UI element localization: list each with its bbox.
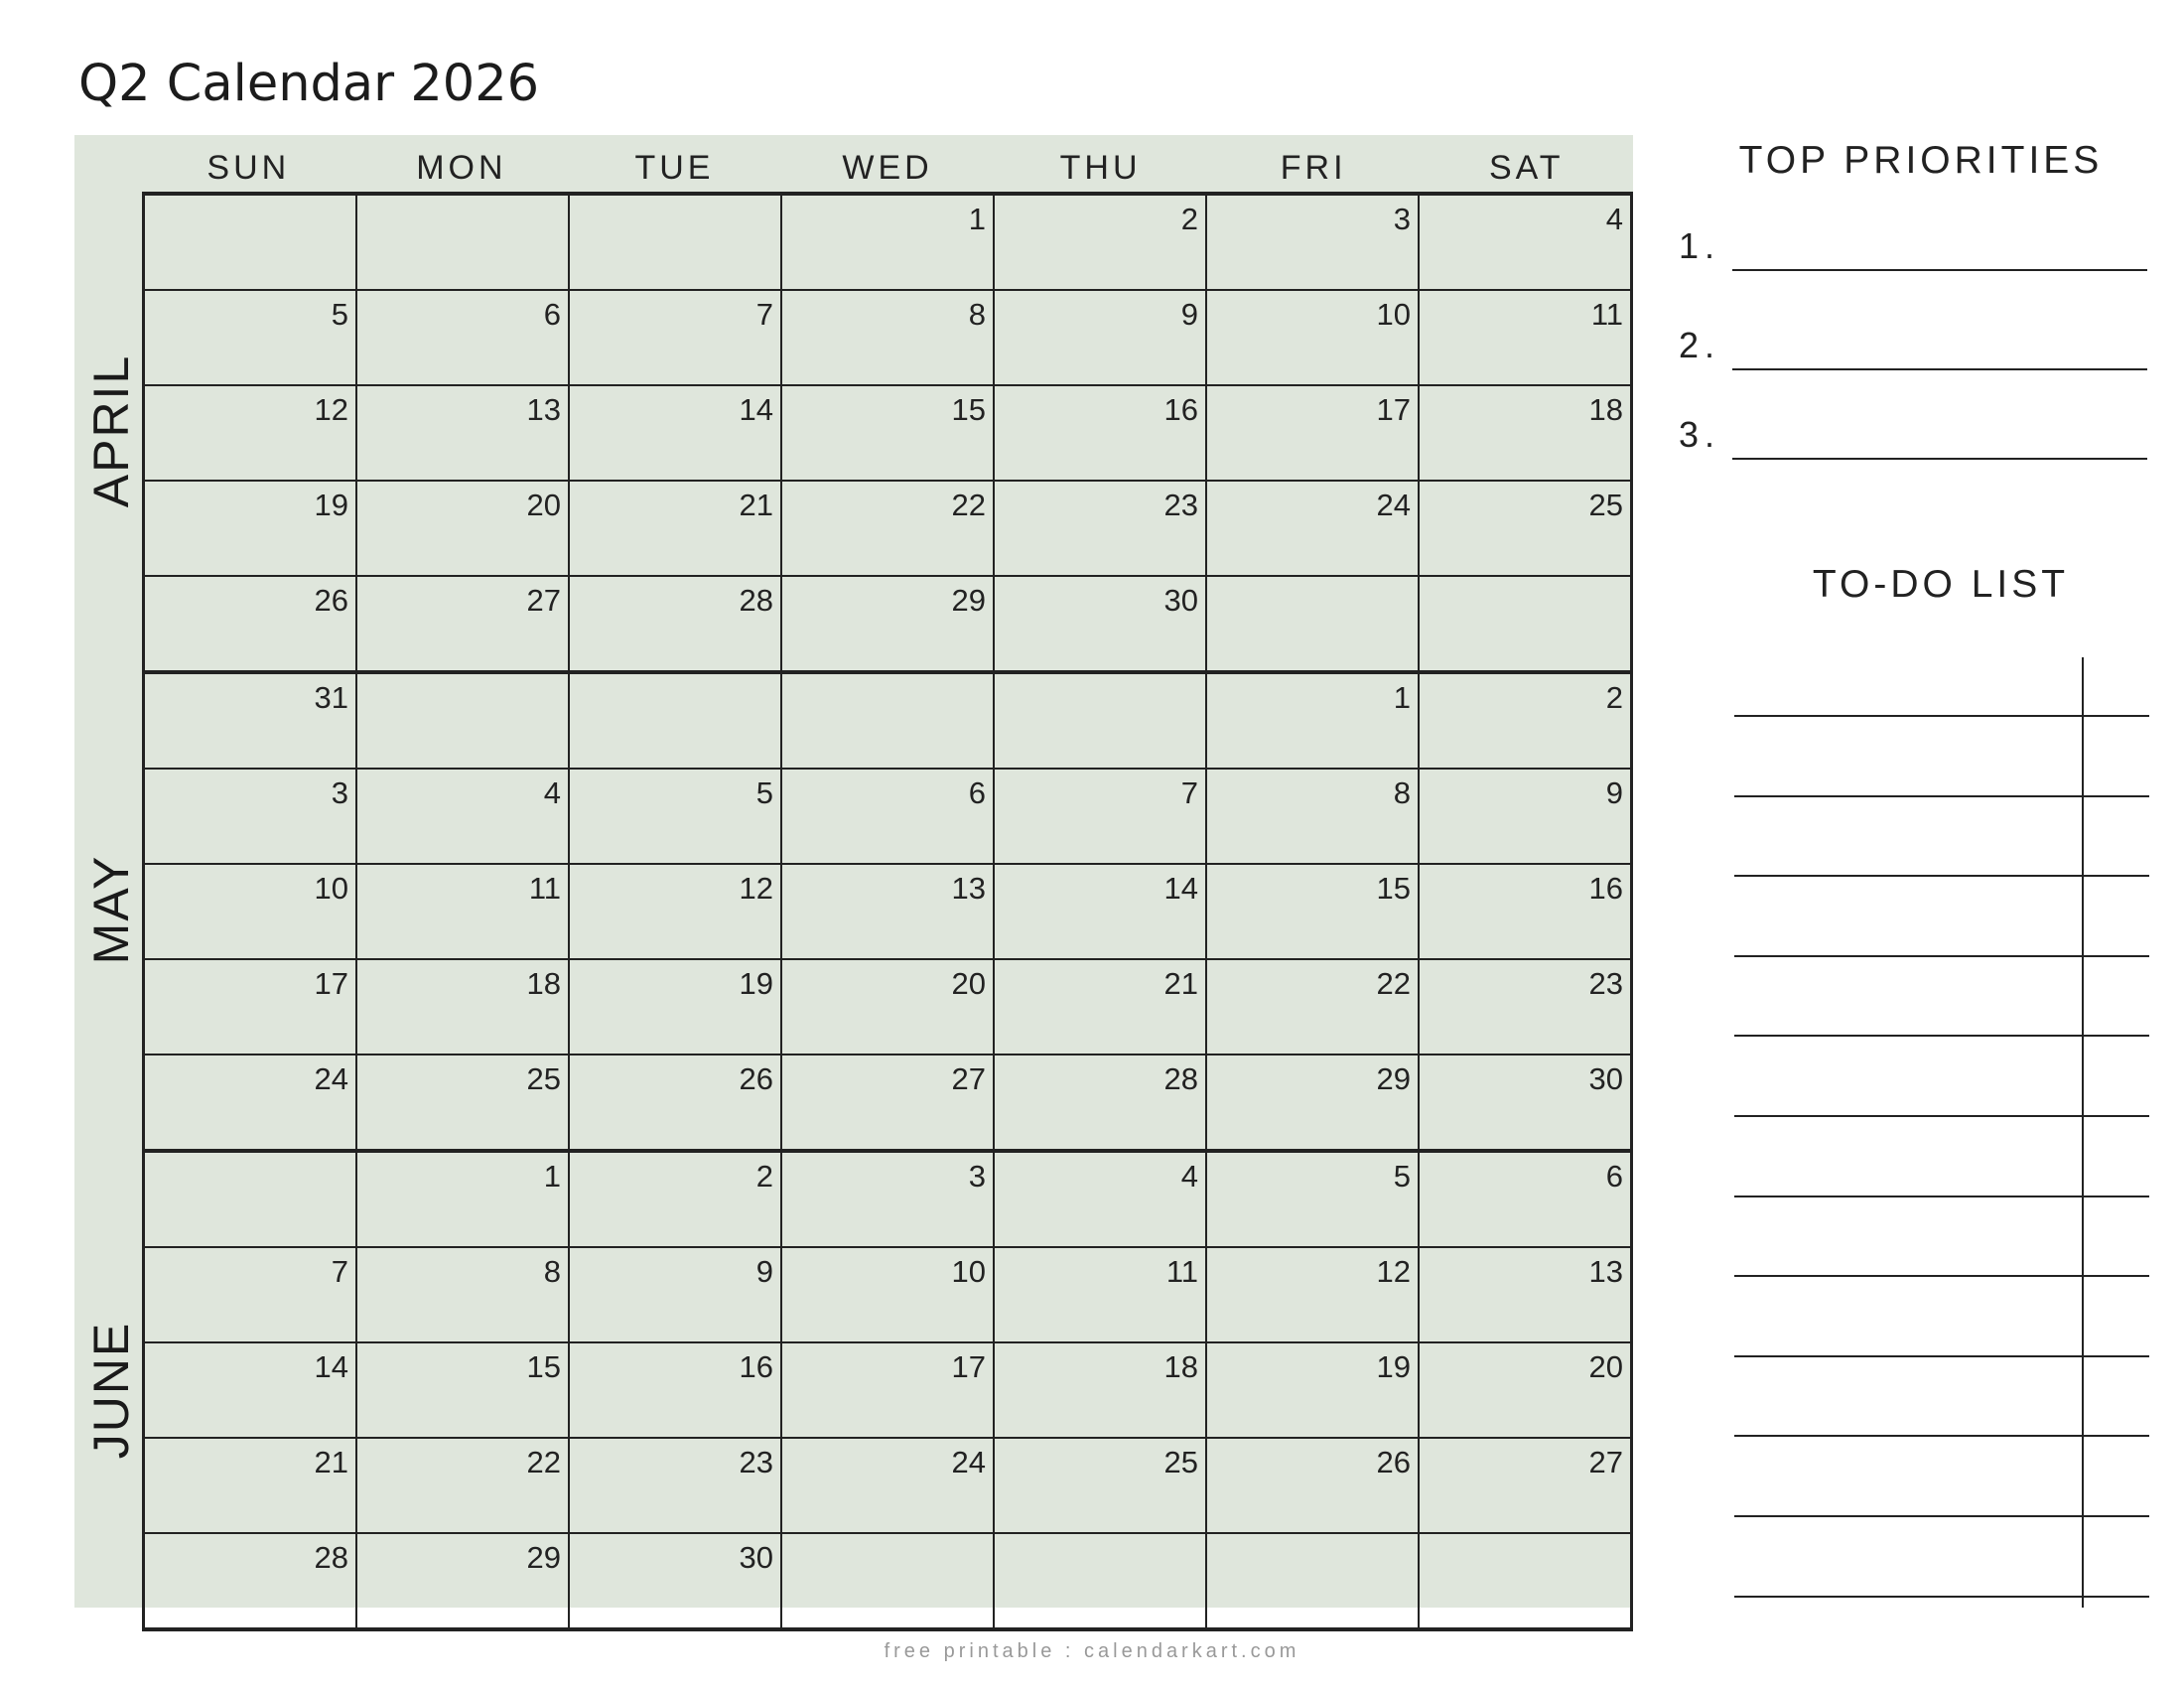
day-cell[interactable] — [993, 1248, 1205, 1341]
day-number: 8 — [1393, 775, 1411, 810]
day-number: 18 — [1588, 392, 1623, 427]
day-cell[interactable] — [355, 577, 568, 670]
todo-line[interactable] — [1734, 1596, 2149, 1598]
day-cell[interactable] — [1418, 674, 1630, 768]
day-cell[interactable] — [780, 1439, 993, 1532]
week-row — [145, 196, 1630, 289]
day-number: 8 — [968, 297, 986, 332]
day-number: 2 — [1180, 202, 1198, 236]
day-cell[interactable] — [1205, 1248, 1418, 1341]
day-number: 6 — [1605, 1159, 1623, 1194]
day-number: 11 — [1165, 1254, 1198, 1289]
week-row — [145, 1437, 1630, 1532]
day-number: 26 — [314, 583, 348, 618]
week-row — [145, 289, 1630, 384]
day-cell[interactable] — [568, 960, 780, 1054]
day-cell[interactable] — [568, 291, 780, 384]
priority-number: 2. — [1679, 325, 1721, 365]
weekday-header: WED — [842, 149, 933, 187]
day-cell[interactable] — [145, 1439, 355, 1532]
day-cell[interactable] — [145, 770, 355, 863]
month-block — [142, 1149, 1633, 1631]
day-number: 27 — [526, 583, 561, 618]
day-cell[interactable] — [145, 1343, 355, 1437]
day-cell[interactable] — [145, 865, 355, 958]
day-number: 28 — [1163, 1061, 1198, 1096]
day-number: 16 — [739, 1349, 773, 1384]
month-label: JUNE — [83, 1321, 139, 1460]
day-number: 17 — [1376, 392, 1411, 427]
calendar-months — [142, 192, 1633, 1631]
weekday-header-row — [142, 135, 1633, 192]
week-row — [145, 575, 1630, 670]
day-number: 17 — [314, 966, 348, 1001]
day-number: 29 — [526, 1540, 561, 1575]
day-number: 29 — [1376, 1061, 1411, 1096]
day-number: 12 — [1376, 1254, 1411, 1289]
priority-number: 3. — [1679, 414, 1721, 455]
day-number: 22 — [1376, 966, 1411, 1001]
day-cell[interactable] — [568, 1248, 780, 1341]
day-number: 19 — [314, 488, 348, 522]
day-cell[interactable] — [780, 1153, 993, 1246]
weekday-header: SAT — [1488, 149, 1565, 187]
day-number: 22 — [526, 1445, 561, 1479]
day-cell[interactable] — [145, 291, 355, 384]
day-cell[interactable] — [1205, 386, 1418, 480]
day-cell[interactable] — [780, 577, 993, 670]
day-number: 13 — [526, 392, 561, 427]
day-cell[interactable] — [1205, 674, 1418, 768]
day-cell[interactable] — [1205, 577, 1418, 670]
weekday-header: MON — [416, 149, 507, 187]
day-cell[interactable] — [993, 482, 1205, 575]
day-cell[interactable] — [568, 1534, 780, 1627]
day-number: 3 — [1393, 202, 1411, 236]
day-cell[interactable] — [1418, 1439, 1630, 1532]
day-number: 25 — [1588, 488, 1623, 522]
month-label: MAY — [83, 854, 139, 965]
day-number: 16 — [1588, 871, 1623, 906]
day-cell[interactable] — [1205, 196, 1418, 289]
day-number: 18 — [1163, 1349, 1198, 1384]
day-cell[interactable] — [780, 674, 993, 768]
day-cell[interactable] — [355, 1055, 568, 1149]
day-number: 3 — [968, 1159, 986, 1194]
day-number: 1 — [1393, 680, 1411, 715]
day-number: 14 — [1163, 871, 1198, 906]
day-cell[interactable] — [993, 291, 1205, 384]
week-row — [145, 1054, 1630, 1149]
day-number: 24 — [951, 1445, 986, 1479]
day-cell[interactable] — [355, 1153, 568, 1246]
todo-checkbox-divider — [2082, 657, 2084, 1608]
day-cell[interactable] — [1418, 386, 1630, 480]
day-cell[interactable] — [1205, 960, 1418, 1054]
day-cell[interactable] — [355, 770, 568, 863]
day-cell[interactable] — [780, 1248, 993, 1341]
day-number: 31 — [314, 680, 348, 715]
priority-number: 1. — [1679, 225, 1721, 266]
day-number: 15 — [951, 392, 986, 427]
day-number: 11 — [1590, 297, 1623, 332]
day-cell[interactable] — [780, 1055, 993, 1149]
weekday-header: TUE — [634, 149, 715, 187]
weekday-header: FRI — [1280, 149, 1347, 187]
day-cell[interactable] — [355, 1343, 568, 1437]
day-cell[interactable] — [993, 865, 1205, 958]
day-cell[interactable] — [1418, 1343, 1630, 1437]
week-row — [145, 958, 1630, 1054]
day-number: 5 — [1393, 1159, 1411, 1194]
day-cell[interactable] — [568, 1153, 780, 1246]
day-cell[interactable] — [568, 386, 780, 480]
week-row — [145, 480, 1630, 575]
day-number: 7 — [331, 1254, 348, 1289]
todo-line[interactable] — [1734, 1515, 2149, 1517]
day-number: 20 — [951, 966, 986, 1001]
month-block — [142, 192, 1633, 670]
footer-credit: free printable : calendarkart.com — [884, 1640, 1300, 1662]
day-number: 30 — [1588, 1061, 1623, 1096]
day-number: 8 — [543, 1254, 561, 1289]
priority-line — [1732, 458, 2147, 460]
day-cell[interactable] — [568, 674, 780, 768]
todo-line[interactable] — [1734, 1355, 2149, 1357]
day-number: 9 — [1605, 775, 1623, 810]
calendar-grid — [142, 135, 1633, 1631]
day-number: 30 — [739, 1540, 773, 1575]
day-number: 16 — [1163, 392, 1198, 427]
todo-line[interactable] — [1734, 1115, 2149, 1117]
todo-line[interactable] — [1734, 1035, 2149, 1037]
day-cell[interactable] — [993, 1439, 1205, 1532]
week-row — [145, 1532, 1630, 1627]
day-cell[interactable] — [568, 770, 780, 863]
day-number: 10 — [1376, 297, 1411, 332]
day-number: 28 — [739, 583, 773, 618]
day-number: 5 — [755, 775, 773, 810]
day-cell[interactable] — [780, 196, 993, 289]
day-cell[interactable] — [568, 1439, 780, 1532]
day-cell[interactable] — [568, 865, 780, 958]
day-cell[interactable] — [1418, 577, 1630, 670]
day-cell[interactable] — [1418, 1534, 1630, 1627]
day-number: 15 — [1376, 871, 1411, 906]
day-cell[interactable] — [355, 1439, 568, 1532]
day-cell[interactable] — [780, 960, 993, 1054]
day-number: 24 — [1376, 488, 1411, 522]
day-cell[interactable] — [145, 1153, 355, 1246]
day-cell[interactable] — [355, 386, 568, 480]
day-number: 26 — [739, 1061, 773, 1096]
priority-line — [1732, 269, 2147, 271]
day-number: 7 — [1180, 775, 1198, 810]
day-number: 24 — [314, 1061, 348, 1096]
day-number: 21 — [739, 488, 773, 522]
todo-line[interactable] — [1734, 715, 2149, 717]
day-cell[interactable] — [993, 577, 1205, 670]
day-number: 15 — [526, 1349, 561, 1384]
day-number: 9 — [755, 1254, 773, 1289]
todo-line[interactable] — [1734, 1435, 2149, 1437]
week-row — [145, 384, 1630, 480]
day-cell[interactable] — [1418, 865, 1630, 958]
day-number: 2 — [755, 1159, 773, 1194]
day-number: 10 — [314, 871, 348, 906]
todo-line[interactable] — [1734, 955, 2149, 957]
day-cell[interactable] — [145, 386, 355, 480]
week-row — [145, 1246, 1630, 1341]
day-cell[interactable] — [1205, 1439, 1418, 1532]
day-number: 1 — [543, 1159, 561, 1194]
day-cell[interactable] — [145, 196, 355, 289]
priorities-title: TOP PRIORITIES — [1738, 139, 2104, 182]
day-cell[interactable] — [568, 1055, 780, 1149]
priority-line — [1732, 368, 2147, 370]
day-cell[interactable] — [355, 960, 568, 1054]
weekday-header: SUN — [206, 149, 291, 187]
todo-line[interactable] — [1734, 795, 2149, 797]
day-cell[interactable] — [145, 960, 355, 1054]
day-cell[interactable] — [1418, 770, 1630, 863]
week-row — [145, 674, 1630, 768]
day-number: 5 — [331, 297, 348, 332]
day-cell[interactable] — [1418, 291, 1630, 384]
day-cell[interactable] — [355, 865, 568, 958]
day-cell[interactable] — [993, 960, 1205, 1054]
day-number: 25 — [526, 1061, 561, 1096]
day-number: 1 — [968, 202, 986, 236]
day-number: 9 — [1180, 297, 1198, 332]
day-cell[interactable] — [993, 674, 1205, 768]
day-number: 20 — [526, 488, 561, 522]
day-number: 2 — [1605, 680, 1623, 715]
todo-title: TO-DO LIST — [1812, 563, 2070, 606]
todo-line[interactable] — [1734, 875, 2149, 877]
day-number: 13 — [1588, 1254, 1623, 1289]
day-number: 4 — [1180, 1159, 1198, 1194]
day-number: 4 — [543, 775, 561, 810]
week-row — [145, 863, 1630, 958]
day-number: 23 — [1163, 488, 1198, 522]
month-block — [142, 670, 1633, 1149]
day-number: 27 — [1588, 1445, 1623, 1479]
day-cell[interactable] — [568, 1343, 780, 1437]
day-cell[interactable] — [993, 1055, 1205, 1149]
priority-item-1[interactable] — [1679, 221, 2147, 271]
day-number: 10 — [951, 1254, 986, 1289]
day-cell[interactable] — [145, 1248, 355, 1341]
day-cell[interactable] — [780, 770, 993, 863]
day-number: 17 — [951, 1349, 986, 1384]
week-row — [145, 768, 1630, 863]
day-number: 19 — [739, 966, 773, 1001]
day-number: 21 — [1163, 966, 1198, 1001]
day-number: 21 — [314, 1445, 348, 1479]
day-cell[interactable] — [1205, 865, 1418, 958]
day-cell[interactable] — [1205, 770, 1418, 863]
day-cell[interactable] — [780, 1343, 993, 1437]
day-number: 30 — [1163, 583, 1198, 618]
week-row — [145, 1341, 1630, 1437]
day-cell[interactable] — [355, 1248, 568, 1341]
day-number: 23 — [1588, 966, 1623, 1001]
day-cell[interactable] — [1418, 1055, 1630, 1149]
day-cell[interactable] — [1205, 1153, 1418, 1246]
day-cell[interactable] — [1418, 196, 1630, 289]
day-cell[interactable] — [1205, 1534, 1418, 1627]
weekday-header: THU — [1059, 149, 1142, 187]
day-cell[interactable] — [993, 196, 1205, 289]
day-number: 28 — [314, 1540, 348, 1575]
day-cell[interactable] — [780, 482, 993, 575]
day-cell[interactable] — [993, 1534, 1205, 1627]
day-number: 18 — [526, 966, 561, 1001]
day-cell[interactable] — [145, 1055, 355, 1149]
day-cell[interactable] — [355, 674, 568, 768]
day-number: 14 — [739, 392, 773, 427]
day-number: 22 — [951, 488, 986, 522]
day-cell[interactable] — [1205, 291, 1418, 384]
day-number: 29 — [951, 583, 986, 618]
day-cell[interactable] — [993, 1153, 1205, 1246]
day-number: 23 — [739, 1445, 773, 1479]
day-cell[interactable] — [145, 1534, 355, 1627]
day-number: 6 — [543, 297, 561, 332]
day-number: 19 — [1376, 1349, 1411, 1384]
day-number: 20 — [1588, 1349, 1623, 1384]
day-cell[interactable] — [1418, 482, 1630, 575]
page-title: Q2 Calendar 2026 — [78, 55, 540, 113]
day-cell[interactable] — [145, 674, 355, 768]
day-number: 12 — [314, 392, 348, 427]
day-cell[interactable] — [1205, 482, 1418, 575]
day-cell[interactable] — [993, 386, 1205, 480]
day-cell[interactable] — [1418, 1153, 1630, 1246]
day-number: 27 — [951, 1061, 986, 1096]
month-label: APRIL — [83, 353, 139, 508]
week-row — [145, 1153, 1630, 1246]
day-cell[interactable] — [145, 577, 355, 670]
day-cell[interactable] — [1418, 1248, 1630, 1341]
day-cell[interactable] — [568, 482, 780, 575]
day-cell[interactable] — [993, 1343, 1205, 1437]
day-cell[interactable] — [568, 196, 780, 289]
todo-line[interactable] — [1734, 1275, 2149, 1277]
day-number: 4 — [1605, 202, 1623, 236]
day-number: 6 — [968, 775, 986, 810]
day-cell[interactable] — [1418, 960, 1630, 1054]
day-cell[interactable] — [780, 1534, 993, 1627]
day-number: 13 — [951, 871, 986, 906]
day-cell[interactable] — [780, 865, 993, 958]
day-cell[interactable] — [355, 482, 568, 575]
day-number: 14 — [314, 1349, 348, 1384]
day-cell[interactable] — [993, 770, 1205, 863]
day-cell[interactable] — [568, 577, 780, 670]
day-cell[interactable] — [355, 1534, 568, 1627]
day-cell[interactable] — [355, 291, 568, 384]
todo-line[interactable] — [1734, 1196, 2149, 1197]
priority-item-2[interactable] — [1679, 321, 2147, 370]
day-cell[interactable] — [355, 196, 568, 289]
day-number: 12 — [739, 871, 773, 906]
day-cell[interactable] — [780, 386, 993, 480]
day-cell[interactable] — [1205, 1343, 1418, 1437]
day-number: 25 — [1163, 1445, 1198, 1479]
day-cell[interactable] — [145, 482, 355, 575]
day-number: 7 — [755, 297, 773, 332]
day-cell[interactable] — [780, 291, 993, 384]
day-number: 11 — [528, 871, 561, 906]
day-cell[interactable] — [1205, 1055, 1418, 1149]
priority-item-3[interactable] — [1679, 410, 2147, 460]
day-number: 26 — [1376, 1445, 1411, 1479]
day-number: 3 — [331, 775, 348, 810]
